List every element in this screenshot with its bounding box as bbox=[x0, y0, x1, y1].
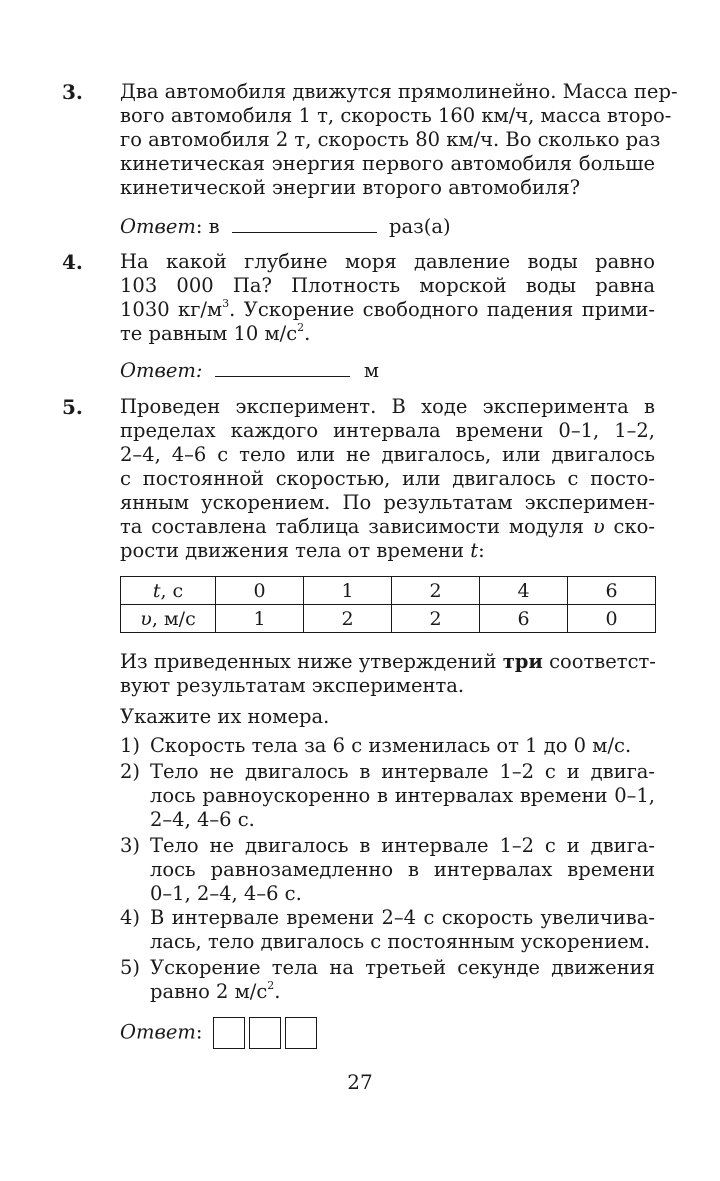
option-number: 1) bbox=[120, 734, 141, 757]
answer-row bbox=[120, 1017, 321, 1049]
table-cell: 0 bbox=[216, 577, 304, 605]
answer-colon: : bbox=[195, 1020, 203, 1044]
text-line: Проведен эксперимент. В ходе эксперимента в bbox=[120, 395, 655, 418]
answer-row bbox=[120, 358, 379, 382]
text-line bbox=[120, 539, 655, 563]
text-line: 2–4, 4–6 с тело или не двигалось, или двигалось bbox=[120, 443, 655, 466]
answer-blank[interactable] bbox=[215, 358, 350, 377]
page-number: 27 bbox=[347, 1070, 373, 1094]
text-fragment: соответст- bbox=[542, 650, 656, 673]
text-line: 0–1, 2–4, 4–6 с. bbox=[150, 882, 302, 905]
answer-row bbox=[120, 214, 451, 238]
variable-v: υ bbox=[592, 515, 605, 538]
task-3-text bbox=[120, 80, 678, 200]
table-cell: 2 bbox=[392, 577, 480, 605]
option-number: 5) bbox=[120, 956, 141, 979]
text-line: Два автомобиля движутся прямолинейно. Масса пер- bbox=[120, 80, 678, 103]
table-unit: , м/с bbox=[151, 607, 196, 630]
text-fragment: . bbox=[274, 980, 281, 1003]
text-fragment: та составлена таблица зависимости модуля bbox=[120, 515, 593, 538]
option-number: 4) bbox=[120, 906, 141, 929]
table-row-speed bbox=[121, 605, 656, 633]
option-number: 3) bbox=[120, 834, 141, 857]
text-fragment: . Ускорение свободного падения прими- bbox=[229, 298, 655, 321]
text-line bbox=[120, 650, 655, 674]
text-line: Тело не двигалось в интервале 1–2 с и двига- bbox=[150, 760, 655, 783]
text-fragment: Из приведенных ниже утверждений bbox=[120, 650, 503, 673]
emphasis: три bbox=[502, 650, 543, 673]
table-cell: 1 bbox=[216, 605, 304, 633]
text-line: Тело не двигалось в интервале 1–2 с и двига- bbox=[150, 834, 655, 857]
text-line: кинетическая энергия первого автомобиля больше bbox=[120, 152, 655, 175]
table-cell: 2 bbox=[392, 605, 480, 633]
table-cell: 0 bbox=[568, 605, 656, 633]
task-5-text bbox=[120, 395, 655, 563]
table-var: υ bbox=[140, 607, 152, 630]
text-fragment: ско- bbox=[604, 515, 655, 538]
text-fragment: равно 2 м/с bbox=[150, 980, 268, 1003]
text-fragment: рости движения тела от времени bbox=[120, 539, 471, 562]
answer-prefix: : в bbox=[195, 215, 220, 238]
answer-box[interactable] bbox=[249, 1017, 281, 1049]
table-cell: 6 bbox=[568, 577, 656, 605]
table-var: t bbox=[152, 579, 161, 602]
text-line: Ускорение тела на третьей секунде движения bbox=[150, 956, 655, 979]
answer-box[interactable] bbox=[285, 1017, 317, 1049]
table-cell: 4 bbox=[480, 577, 568, 605]
option-number: 2) bbox=[120, 760, 141, 783]
table-cell: 6 bbox=[480, 605, 568, 633]
task-number: 3. bbox=[62, 80, 83, 104]
text-line: пределах каждого интервала времени 0–1, 1–2, bbox=[120, 419, 655, 442]
task-number: 4. bbox=[62, 250, 83, 274]
text-fragment: те равным 10 м/с bbox=[120, 322, 298, 345]
answer-box[interactable] bbox=[213, 1017, 245, 1049]
text-line: На какой глубине моря давление воды равно bbox=[120, 250, 655, 273]
superscript: 2 bbox=[297, 320, 305, 334]
text-fragment: : bbox=[478, 539, 485, 562]
answer-unit: м bbox=[363, 359, 380, 382]
table-header-cell bbox=[121, 605, 216, 633]
text-line: Скорость тела за 6 с изменилась от 1 до 0 м/с. bbox=[150, 734, 632, 757]
text-fragment: 1030 кг/м bbox=[120, 298, 223, 321]
text-line: лось равнозамедленно в интервалах времени bbox=[150, 858, 655, 881]
text-line: 2–4, 4–6 с. bbox=[150, 808, 255, 831]
table-header-cell bbox=[121, 577, 216, 605]
text-line bbox=[120, 322, 655, 346]
instruction: Укажите их номера. bbox=[120, 705, 330, 728]
superscript: 2 bbox=[267, 978, 275, 992]
text-line bbox=[120, 298, 655, 322]
text-line bbox=[120, 515, 655, 539]
answer-blank[interactable] bbox=[232, 214, 377, 233]
text-line: лось равноускоренно в интервалах времени 0–1, bbox=[150, 784, 655, 807]
answer-label: Ответ bbox=[120, 215, 196, 238]
superscript: 3 bbox=[222, 296, 230, 310]
table-unit: , с bbox=[160, 579, 184, 602]
task-number: 5. bbox=[62, 395, 83, 419]
text-line: янным ускорением. По результатам эксперимен- bbox=[120, 491, 655, 514]
text-line: кинетической энергии второго автомобиля? bbox=[120, 176, 581, 199]
text-line: В интервале времени 2–4 с скорость увеличива- bbox=[150, 906, 655, 929]
answer-label: Ответ: bbox=[120, 359, 203, 382]
table-row-time bbox=[121, 577, 656, 605]
text-line: лась, тело двигалось с постоянным ускорением. bbox=[150, 930, 651, 953]
table-cell: 2 bbox=[304, 605, 392, 633]
text-line: го автомобиля 2 т, скорость 80 км/ч. Во сколько раз bbox=[120, 128, 661, 151]
data-table bbox=[120, 576, 656, 633]
answer-label: Ответ bbox=[120, 1020, 196, 1044]
table-cell: 1 bbox=[304, 577, 392, 605]
variable-t: t bbox=[470, 539, 479, 562]
task-5-question bbox=[120, 650, 655, 698]
text-fragment: . bbox=[304, 322, 311, 345]
text-line: вуют результатам эксперимента. bbox=[120, 674, 465, 697]
answer-unit: раз(а) bbox=[389, 215, 451, 238]
text-line bbox=[150, 980, 655, 1004]
task-4-text bbox=[120, 250, 655, 346]
text-line: с постоянной скоростью, или двигалось с посто- bbox=[120, 467, 655, 490]
text-line: вого автомобиля 1 т, скорость 160 км/ч, масса второ- bbox=[120, 104, 672, 127]
text-line: 103 000 Па? Плотность морской воды равна bbox=[120, 274, 655, 297]
